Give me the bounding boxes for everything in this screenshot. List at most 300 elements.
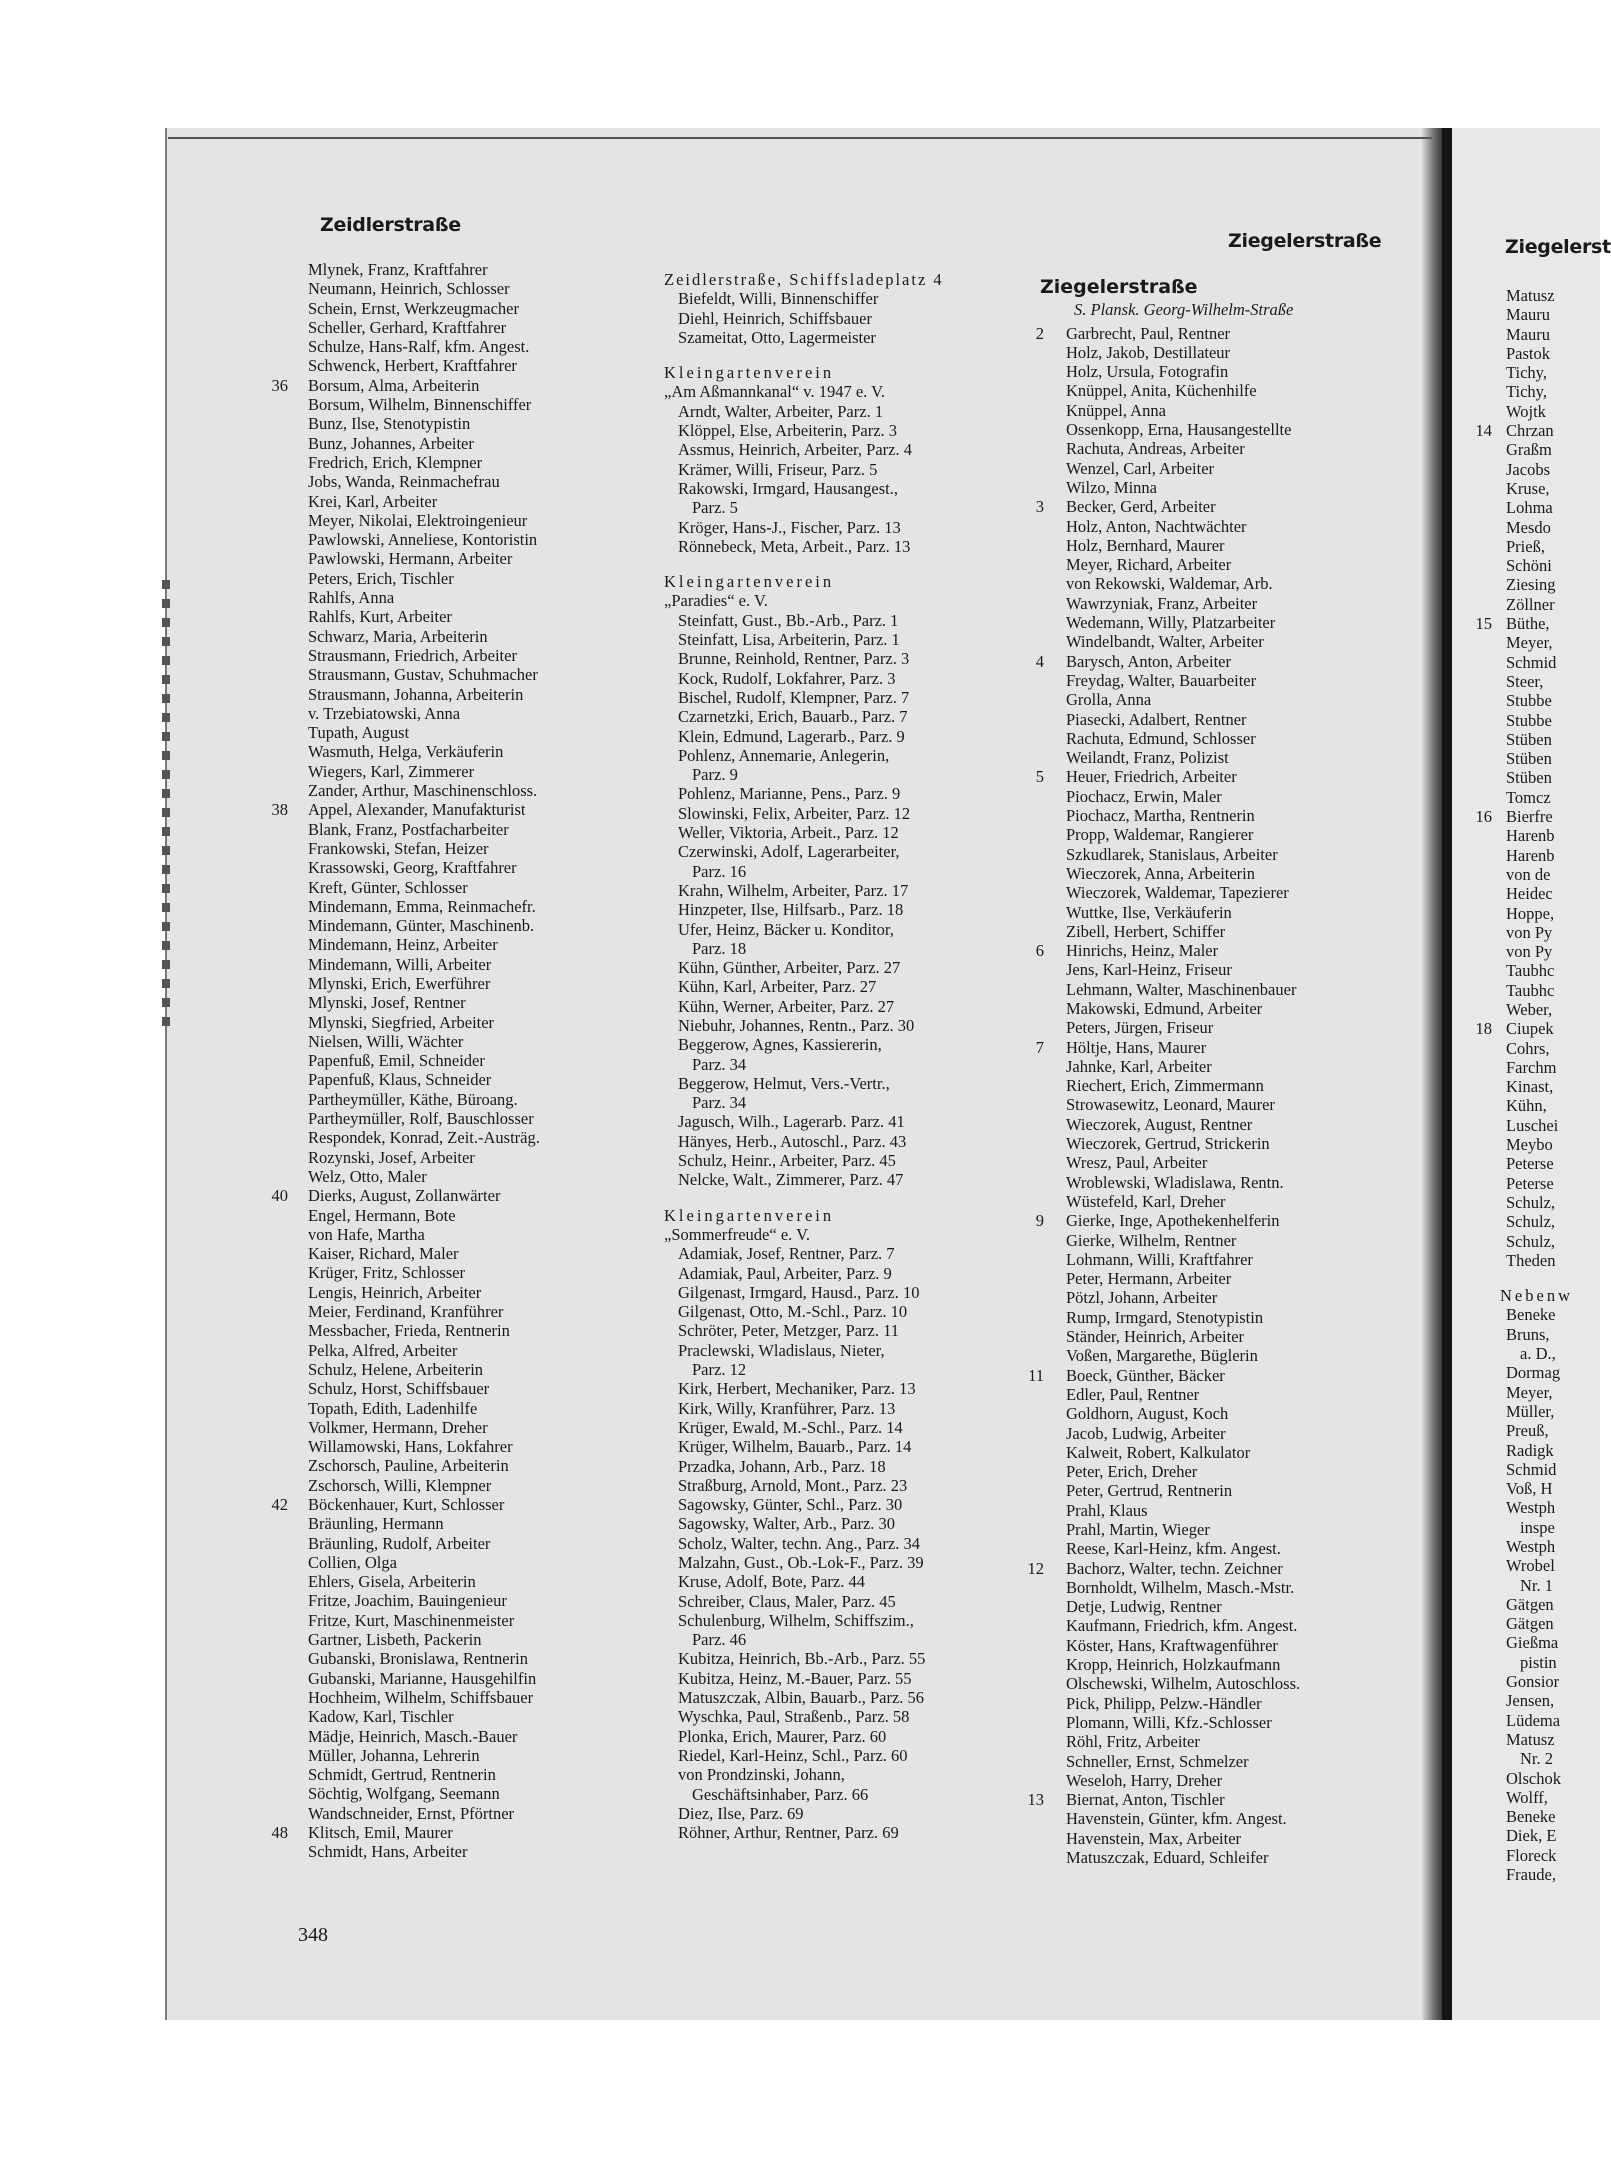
list-item xyxy=(1506,1212,1600,1231)
resident-entry: Schulz, xyxy=(1506,1212,1556,1232)
list-item xyxy=(1066,845,1420,864)
list-item: Meyer, xyxy=(1506,1382,1553,1402)
resident-entry: Borsum, Wilhelm, Binnenschiffer xyxy=(308,395,532,415)
list-item: Hänyes, Herb., Autoschl., Parz. 43 xyxy=(678,1131,907,1151)
list-item xyxy=(308,337,658,356)
top-rule xyxy=(168,137,1432,139)
resident-entry: Frankowski, Stefan, Heizer xyxy=(308,838,489,858)
resident-entry: Wieczorek, August, Rentner xyxy=(1066,1114,1253,1134)
list-item xyxy=(1066,690,1420,709)
list-item xyxy=(1066,381,1420,400)
resident-entry: Appel, Alexander, Manufakturist xyxy=(308,800,526,820)
list-item xyxy=(1066,980,1420,999)
resident-entry: Mindemann, Heinz, Arbeiter xyxy=(308,935,498,955)
resident-entry: Jens, Karl-Heinz, Friseur xyxy=(1066,960,1232,980)
list-item: Gießma xyxy=(1506,1633,1559,1653)
list-item xyxy=(1506,1232,1600,1251)
resident-entry: Ständer, Heinrich, Arbeiter xyxy=(1066,1327,1245,1347)
list-item xyxy=(1506,788,1600,807)
resident-entry: Schmidt, Gertrud, Rentnerin xyxy=(308,1765,496,1785)
resident-entry: Prieß, xyxy=(1506,536,1545,556)
resident-entry: Wasmuth, Helga, Verkäuferin xyxy=(308,742,504,762)
list-item xyxy=(1066,1520,1420,1539)
resident-entry: Gierke, Wilhelm, Rentner xyxy=(1066,1230,1237,1250)
list-item xyxy=(1066,478,1420,497)
list-item: Gilgenast, Otto, M.-Schl., Parz. 10 xyxy=(678,1302,908,1322)
resident-entry: Stüben xyxy=(1506,768,1552,788)
resident-entry: Ehlers, Gisela, Arbeiterin xyxy=(308,1572,476,1592)
resident-entry: Peter, Gertrud, Rentnerin xyxy=(1066,1481,1233,1501)
house-number: 4 xyxy=(1035,651,1044,671)
resident-entry: von de xyxy=(1506,864,1551,884)
list-item: Gätgen xyxy=(1506,1594,1554,1614)
list-item xyxy=(308,472,658,491)
resident-entry: Wandschneider, Ernst, Pförtner xyxy=(308,1803,515,1823)
list-item xyxy=(1506,942,1600,961)
resident-entry: Schulz, xyxy=(1506,1231,1556,1251)
list-item: Czerwinski, Adolf, Lagerarbeiter, xyxy=(678,842,900,862)
list-item: Geschäftsinhaber, Parz. 66 xyxy=(692,1784,869,1804)
list-item xyxy=(1506,537,1600,556)
list-item: Preuß, xyxy=(1506,1421,1549,1441)
resident-entry: Welz, Otto, Maler xyxy=(308,1166,427,1186)
list-item: Kirk, Herbert, Mechaniker, Parz. 13 xyxy=(678,1379,916,1399)
list-item xyxy=(1066,1674,1420,1693)
resident-entry: Farchm xyxy=(1506,1057,1557,1077)
list-item xyxy=(1066,362,1420,381)
list-item xyxy=(308,723,658,742)
list-item: Parz. 46 xyxy=(692,1630,747,1650)
list-item xyxy=(1506,1116,1600,1135)
list-item xyxy=(308,1013,658,1032)
resident-entry: Riechert, Erich, Zimmermann xyxy=(1066,1076,1264,1096)
list-item: Assmus, Heinrich, Arbeiter, Parz. 4 xyxy=(678,440,912,460)
list-item xyxy=(1066,729,1420,748)
list-item: Praclewski, Wladislaus, Nieter, xyxy=(678,1340,885,1360)
list-item: Wyschka, Paul, Straßenb., Parz. 58 xyxy=(678,1707,910,1727)
list-item xyxy=(308,260,658,279)
resident-entry: Harenb xyxy=(1506,845,1555,865)
list-item xyxy=(308,1090,658,1109)
resident-entry: Mindemann, Günter, Maschinenb. xyxy=(308,916,535,936)
list-item xyxy=(1035,651,1420,671)
resident-entry: Schwarz, Maria, Arbeiterin xyxy=(308,626,488,646)
resident-entry: Dierks, August, Zollanwärter xyxy=(308,1186,501,1206)
resident-entry: Wenzel, Carl, Arbeiter xyxy=(1066,458,1215,478)
list-item: Krämer, Willi, Friseur, Parz. 5 xyxy=(678,459,878,479)
resident-entry: Wuttke, Ilse, Verkäuferin xyxy=(1066,902,1232,922)
list-item: Rönnebeck, Meta, Arbeit., Parz. 13 xyxy=(678,536,911,556)
resident-entry: Bräunling, Rudolf, Arbeiter xyxy=(308,1533,491,1553)
list-item xyxy=(1506,672,1600,691)
house-number: 18 xyxy=(1475,1019,1492,1039)
list-item: Schulenburg, Wilhelm, Schiffszim., xyxy=(678,1610,914,1630)
list-item: Beneke xyxy=(1506,1807,1556,1827)
list-item: Bischel, Rudolf, Klempner, Parz. 7 xyxy=(678,687,910,707)
list-item xyxy=(1066,1694,1420,1713)
resident-entry: Lengis, Heinrich, Arbeiter xyxy=(308,1282,482,1302)
list-item: Niebuhr, Johannes, Rentn., Parz. 30 xyxy=(678,1015,915,1035)
list-item xyxy=(1506,711,1600,730)
list-item xyxy=(1066,710,1420,729)
resident-entry: von Rekowski, Waldemar, Arb. xyxy=(1066,574,1273,594)
resident-entry: Meyer, xyxy=(1506,633,1553,653)
list-item xyxy=(1066,999,1420,1018)
resident-entry: Schmid xyxy=(1506,652,1557,672)
list-item xyxy=(308,820,658,839)
resident-entry: von Hafe, Martha xyxy=(308,1224,425,1244)
resident-entry: Kruse, xyxy=(1506,478,1550,498)
list-item: Biefeldt, Willi, Binnenschiffer xyxy=(678,289,879,309)
verein1-name: „Am Aßmannkanal“ v. 1947 e. V. xyxy=(664,382,886,402)
verein2-name: „Paradies“ e. V. xyxy=(664,591,768,611)
resident-entry: Piasecki, Adalbert, Rentner xyxy=(1066,709,1247,729)
list-item xyxy=(1506,402,1600,421)
list-item: Malzahn, Gust., Ob.-Lok-F., Parz. 39 xyxy=(678,1553,924,1572)
resident-entry: Meier, Ferdinand, Kranführer xyxy=(308,1302,504,1322)
resident-entry: Zöllner xyxy=(1506,594,1555,614)
list-item xyxy=(308,1225,658,1244)
list-item xyxy=(1066,864,1420,883)
resident-entry: Rump, Irmgard, Stenotypistin xyxy=(1066,1307,1264,1327)
resident-entry: Peters, Jürgen, Friseur xyxy=(1066,1018,1214,1038)
list-item xyxy=(308,1456,658,1475)
list-item: Westph xyxy=(1506,1537,1556,1556)
resident-entry: Kalweit, Robert, Kalkulator xyxy=(1066,1442,1251,1462)
resident-entry: Meyer, Richard, Arbeiter xyxy=(1066,555,1232,575)
list-item xyxy=(308,1399,658,1418)
resident-entry: Mlynski, Erich, Ewerführer xyxy=(308,973,491,993)
list-item xyxy=(1506,865,1600,884)
resident-entry: Holz, Ursula, Fotografin xyxy=(1066,362,1229,382)
column-ziegelerstrasse xyxy=(1010,278,1420,1867)
resident-entry: Taubhc xyxy=(1506,961,1555,981)
resident-entry: Strowasewitz, Leonard, Maurer xyxy=(1066,1095,1275,1115)
list-item: Schmid xyxy=(1506,1459,1557,1479)
next-page-running-head: Ziegelerst xyxy=(1505,236,1611,258)
list-item: Riedel, Karl-Heinz, Schl., Parz. 60 xyxy=(678,1745,908,1765)
list-item xyxy=(308,1572,658,1591)
list-item xyxy=(1506,440,1600,459)
list-item: Olschok xyxy=(1506,1768,1561,1788)
list-item xyxy=(308,1302,658,1321)
resident-entry: Böckenhauer, Kurt, Schlosser xyxy=(308,1495,505,1514)
list-item xyxy=(308,318,658,337)
resident-entry: Strausmann, Gustav, Schuhmacher xyxy=(308,665,538,685)
resident-entry: Gubanski, Marianne, Hausgehilfin xyxy=(308,1668,537,1688)
list-item xyxy=(308,511,658,530)
resident-entry: Krei, Karl, Arbeiter xyxy=(308,491,438,511)
list-item: Przadka, Johann, Arb., Parz. 18 xyxy=(678,1456,886,1476)
list-item: Krahn, Wilhelm, Arbeiter, Parz. 17 xyxy=(678,880,909,900)
list-item xyxy=(271,1823,658,1843)
resident-entry: Volkmer, Hermann, Dreher xyxy=(308,1417,488,1437)
list-item: Gätgen xyxy=(1506,1614,1554,1634)
resident-entry: Tomcz xyxy=(1506,787,1551,807)
list-item: Scholz, Walter, techn. Ang., Parz. 34 xyxy=(678,1533,920,1553)
list-item xyxy=(308,1051,658,1070)
list-item xyxy=(308,453,658,472)
list-item xyxy=(1066,1829,1420,1848)
resident-entry: Mlynek, Franz, Kraftfahrer xyxy=(308,260,488,279)
list-item xyxy=(308,1032,658,1051)
list-item: Lüdema xyxy=(1506,1710,1561,1730)
list-item: Jagusch, Wilh., Lagerarb. Parz. 41 xyxy=(678,1112,905,1132)
resident-entry: Lehmann, Walter, Maschinenbauer xyxy=(1066,979,1297,999)
list-item xyxy=(1066,1616,1420,1635)
list-item xyxy=(308,1070,658,1089)
list-item xyxy=(1506,305,1600,324)
running-head-left: Zeidlerstraße xyxy=(320,214,461,236)
list-item xyxy=(308,1649,658,1668)
resident-entry: von Py xyxy=(1506,942,1553,962)
resident-entry: Mädje, Heinrich, Masch.-Bauer xyxy=(308,1726,518,1746)
list-item xyxy=(1506,363,1600,382)
list-item: Schröter, Peter, Metzger, Parz. 11 xyxy=(678,1321,899,1341)
resident-entry: Wawrzyniak, Franz, Arbeiter xyxy=(1066,593,1258,613)
resident-entry: Pastok xyxy=(1506,343,1551,363)
resident-entry: Biernat, Anton, Tischler xyxy=(1066,1790,1225,1810)
verein2-title: Kleingartenverein xyxy=(664,572,835,592)
resident-entry: Peter, Erich, Dreher xyxy=(1066,1462,1198,1482)
next-page-subheading: Nebenw xyxy=(1500,1286,1573,1306)
list-item xyxy=(1506,460,1600,479)
list-item xyxy=(1506,1135,1600,1154)
list-item xyxy=(308,1321,658,1340)
list-item xyxy=(308,1707,658,1726)
list-item: Nr. 1 xyxy=(1520,1575,1553,1595)
list-item xyxy=(308,1553,658,1572)
list-item xyxy=(1066,1327,1420,1346)
list-item xyxy=(308,897,658,916)
resident-entry: Holz, Bernhard, Maurer xyxy=(1066,535,1225,555)
list-item xyxy=(1066,459,1420,478)
list-item xyxy=(308,1244,658,1263)
list-item xyxy=(1066,420,1420,439)
resident-entry: Wroblewski, Wladislawa, Rentn. xyxy=(1066,1172,1284,1192)
list-item: Diez, Ilse, Parz. 69 xyxy=(678,1803,804,1823)
list-item: Kubitza, Heinz, M.-Bauer, Parz. 55 xyxy=(678,1668,912,1688)
list-item xyxy=(1066,1269,1420,1288)
resident-entry: Wojtk xyxy=(1506,401,1546,421)
list-item xyxy=(308,878,658,897)
list-item: Gilgenast, Irmgard, Hausd., Parz. 10 xyxy=(678,1282,920,1302)
list-item xyxy=(308,356,658,375)
list-item: Parz. 9 xyxy=(692,765,738,785)
list-item xyxy=(308,1804,658,1823)
list-item xyxy=(308,916,658,935)
resident-entry: Pelka, Alfred, Arbeiter xyxy=(308,1340,458,1360)
resident-entry: Bierfre xyxy=(1506,807,1553,827)
resident-entry: Ossenkopp, Erna, Hausangestellte xyxy=(1066,420,1292,440)
resident-entry: Strausmann, Friedrich, Arbeiter xyxy=(308,645,517,665)
list-item xyxy=(308,1630,658,1649)
list-item xyxy=(1035,1211,1420,1231)
list-item: Parz. 5 xyxy=(692,498,738,518)
list-item: Jensen, xyxy=(1506,1691,1555,1711)
list-item: Kubitza, Heinrich, Bb.-Arb., Parz. 55 xyxy=(678,1649,926,1669)
list-item xyxy=(1506,479,1600,498)
list-item xyxy=(271,375,658,395)
resident-entry: Holz, Jakob, Destillateur xyxy=(1066,342,1231,362)
resident-entry: Wüstefeld, Karl, Dreher xyxy=(1066,1191,1226,1211)
list-item: Krüger, Wilhelm, Bauarb., Parz. 14 xyxy=(678,1437,912,1457)
resident-entry: Peters, Erich, Tischler xyxy=(308,568,454,588)
resident-entry: Taubhc xyxy=(1506,980,1555,1000)
list-item xyxy=(1506,595,1600,614)
list-item xyxy=(308,414,658,433)
list-item xyxy=(308,1688,658,1707)
resident-entry: Barysch, Anton, Arbeiter xyxy=(1066,651,1231,671)
list-item: Beggerow, Helmut, Vers.-Vertr., xyxy=(678,1073,890,1093)
list-item xyxy=(1066,1076,1420,1095)
resident-entry: Jacobs xyxy=(1506,459,1550,479)
list-item xyxy=(308,1591,658,1610)
resident-entry: Collien, Olga xyxy=(308,1552,397,1572)
list-item xyxy=(1475,421,1600,441)
resident-entry: Schulz, xyxy=(1506,1192,1556,1212)
resident-entry: Gierke, Inge, Apothekenhelferin xyxy=(1066,1211,1280,1231)
resident-entry: Jobs, Wanda, Reinmachefrau xyxy=(308,472,500,492)
list-item: Arndt, Walter, Arbeiter, Parz. 1 xyxy=(678,401,884,421)
list-item xyxy=(1066,1095,1420,1114)
resident-entry: Partheymüller, Käthe, Büroang. xyxy=(308,1089,518,1109)
list-item xyxy=(308,704,658,723)
house-number: 11 xyxy=(1028,1365,1044,1385)
page-gutter xyxy=(1442,128,1452,2020)
ziegelerstrasse-list xyxy=(1010,324,1420,1868)
resident-entry: Heuer, Friedrich, Arbeiter xyxy=(1066,767,1237,787)
list-item xyxy=(1066,1250,1420,1269)
resident-entry: Rozynski, Josef, Arbeiter xyxy=(308,1147,475,1167)
resident-entry: Pötzl, Johann, Arbeiter xyxy=(1066,1288,1218,1308)
list-item xyxy=(1066,439,1420,458)
house-number: 12 xyxy=(1027,1558,1044,1578)
resident-entry: Weber, xyxy=(1506,999,1553,1019)
list-item xyxy=(308,588,658,607)
resident-entry: Röhl, Fritz, Arbeiter xyxy=(1066,1732,1200,1752)
plan-note: S. Plansk. Georg-Wilhelm-Straße xyxy=(1074,300,1294,320)
list-item xyxy=(1066,1578,1420,1597)
resident-entry: Tichy, xyxy=(1506,382,1547,402)
resident-entry: Zschorsch, Willi, Klempner xyxy=(308,1475,492,1495)
resident-entry: Schwenck, Herbert, Kraftfahrer xyxy=(308,356,517,376)
list-item xyxy=(308,935,658,954)
house-number: 2 xyxy=(1035,323,1044,343)
resident-entry: Neumann, Heinrich, Schlosser xyxy=(308,279,510,299)
resident-entry: Ziesing xyxy=(1506,575,1556,595)
resident-entry: Kaiser, Richard, Maler xyxy=(308,1244,459,1264)
resident-entry: Voßen, Margarethe, Büglerin xyxy=(1066,1346,1258,1366)
list-item xyxy=(308,1611,658,1630)
resident-entry: Mindemann, Emma, Reinmachefr. xyxy=(308,896,536,916)
list-item: Radigk xyxy=(1506,1440,1554,1460)
list-item xyxy=(1066,1539,1420,1558)
resident-entry: Makowski, Edmund, Arbeiter xyxy=(1066,998,1263,1018)
list-item xyxy=(1506,691,1600,710)
list-item: Müller, xyxy=(1506,1401,1555,1421)
list-item xyxy=(1066,1057,1420,1076)
list-item: Kröger, Hans-J., Fischer, Parz. 13 xyxy=(678,517,901,537)
resident-entry: Mlynski, Siegfried, Arbeiter xyxy=(308,1012,495,1032)
house-number: 13 xyxy=(1027,1790,1044,1810)
list-item xyxy=(1066,922,1420,941)
list-item xyxy=(1506,556,1600,575)
list-item xyxy=(1506,1193,1600,1212)
resident-entry: Havenstein, Max, Arbeiter xyxy=(1066,1828,1242,1848)
resident-entry: Kaufmann, Friedrich, kfm. Angest. xyxy=(1066,1616,1298,1636)
verein1-title: Kleingartenverein xyxy=(664,363,835,383)
list-item xyxy=(308,781,658,800)
list-item xyxy=(1028,1365,1420,1385)
list-item: Steinfatt, Lisa, Arbeiterin, Parz. 1 xyxy=(678,630,900,650)
resident-entry: Fredrich, Erich, Klempner xyxy=(308,452,483,472)
list-item: Ufer, Heinz, Bäcker u. Konditor, xyxy=(678,919,894,939)
list-item xyxy=(1066,1192,1420,1211)
list-item xyxy=(308,434,658,453)
list-item xyxy=(1066,1597,1420,1616)
intro-heading: Zeidlerstraße, Schiffsladeplatz 4 xyxy=(664,270,944,289)
resident-entry: Mlynski, Josef, Rentner xyxy=(308,993,466,1013)
resident-entry: Heidec xyxy=(1506,884,1553,904)
list-item: Nelcke, Walt., Zimmerer, Parz. 47 xyxy=(678,1170,904,1190)
resident-entry: Grolla, Anna xyxy=(1066,690,1152,710)
list-item xyxy=(1066,594,1420,613)
list-item xyxy=(1066,574,1420,593)
resident-entry: Kinast, xyxy=(1506,1077,1554,1097)
resident-entry: Szkudlarek, Stanislaus, Arbeiter xyxy=(1066,844,1278,864)
list-item xyxy=(308,492,658,511)
list-item: Voß, H xyxy=(1506,1479,1553,1499)
list-item xyxy=(1506,981,1600,1000)
resident-entry: Olschewski, Wilhelm, Autoschloss. xyxy=(1066,1674,1301,1694)
resident-entry: Becker, Gerd, Arbeiter xyxy=(1066,497,1216,517)
running-head-right: Ziegelerstraße xyxy=(1228,230,1382,252)
resident-entry: Theden xyxy=(1506,1250,1556,1270)
list-item xyxy=(1066,1115,1420,1134)
resident-entry: Knüppel, Anna xyxy=(1066,400,1166,420)
list-item xyxy=(1035,767,1420,787)
resident-entry: Schulz, Horst, Schiffsbauer xyxy=(308,1379,490,1399)
resident-entry: Kühn, xyxy=(1506,1096,1547,1116)
list-item: Klöppel, Else, Arbeiterin, Parz. 3 xyxy=(678,421,898,441)
list-item xyxy=(1066,1655,1420,1674)
list-item xyxy=(308,530,658,549)
resident-entry: Schulz, Helene, Arbeiterin xyxy=(308,1359,484,1379)
list-item xyxy=(308,1167,658,1186)
list-item xyxy=(1066,1385,1420,1404)
list-item: Wrobel xyxy=(1506,1556,1555,1576)
resident-entry: Rahlfs, Anna xyxy=(308,588,395,608)
verein2-list xyxy=(664,611,1014,1190)
resident-entry: Prahl, Klaus xyxy=(1066,1500,1148,1520)
list-item xyxy=(1506,633,1600,652)
resident-entry: Detje, Ludwig, Rentner xyxy=(1066,1597,1222,1617)
list-item: Szameitat, Otto, Lagermeister xyxy=(678,327,876,347)
list-item xyxy=(1066,1848,1420,1867)
list-item: Gonsior xyxy=(1506,1672,1560,1692)
resident-entry: Stüben xyxy=(1506,729,1552,749)
list-item: Fraude, xyxy=(1506,1865,1556,1885)
resident-entry: Weilandt, Franz, Polizist xyxy=(1066,748,1229,768)
list-item xyxy=(308,974,658,993)
resident-entry: Pick, Philipp, Pelzw.-Händler xyxy=(1066,1693,1262,1713)
list-item xyxy=(308,1263,658,1282)
verein1-list xyxy=(664,402,1014,556)
house-number: 40 xyxy=(271,1186,288,1206)
resident-entry: Partheymüller, Rolf, Bauschlosser xyxy=(308,1109,534,1129)
resident-entry: Kreft, Günter, Schlosser xyxy=(308,877,468,897)
